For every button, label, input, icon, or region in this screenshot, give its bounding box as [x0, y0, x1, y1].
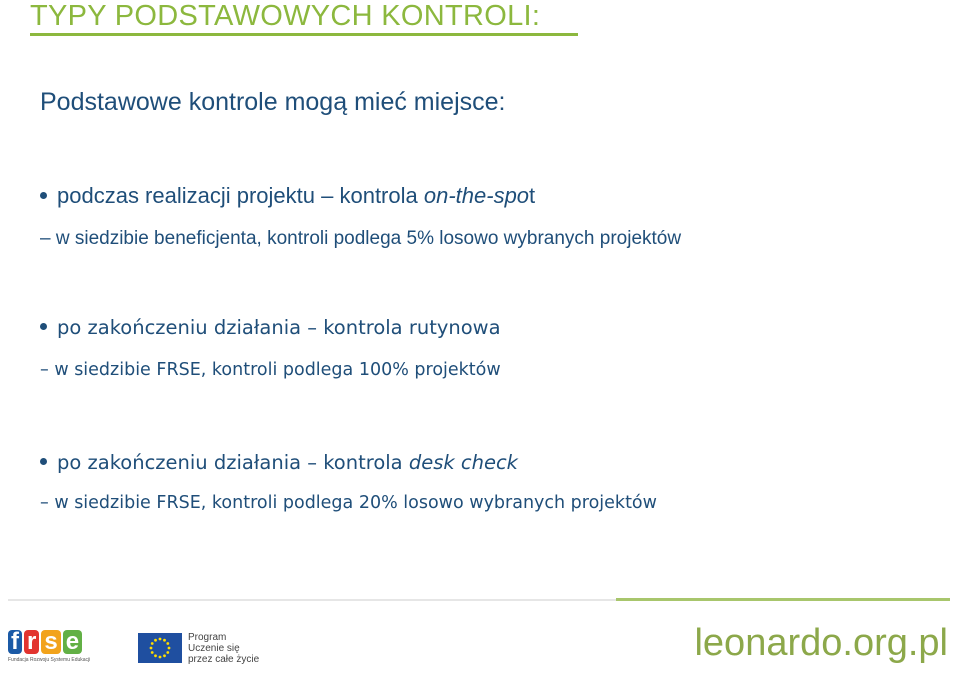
- eu-flag-icon: [138, 633, 182, 663]
- frse-letter-s: s: [41, 630, 60, 654]
- bullet-detail-2: – w siedzibie FRSE, kontroli podlega 100% projektów: [40, 360, 501, 380]
- bullet-item-2: [40, 316, 501, 339]
- bullet-emphasis: on-the-spo: [423, 183, 530, 208]
- title-underline: [30, 33, 578, 36]
- bullet-lead: po zakończeniu działania – kontrola: [57, 451, 409, 474]
- footer-rule-grey: [8, 599, 616, 601]
- eu-program-logo: [138, 631, 262, 665]
- website-label: leonardo.org.pl: [694, 622, 948, 664]
- eu-program-line-2: Uczenie się: [188, 642, 240, 654]
- bullet-dot: [40, 323, 47, 330]
- eu-program-line-1: Program: [188, 631, 227, 643]
- bullet-lead: po zakończeniu działania – kontrola rutynowa: [57, 316, 501, 339]
- footer-rule-green: [616, 598, 950, 601]
- eu-program-text: [188, 632, 259, 665]
- slide-subtitle: Podstawowe kontrole mogą mieć miejsce:: [40, 88, 506, 116]
- frse-letter-e: e: [63, 630, 82, 654]
- frse-tagline: Fundacja Rozwoju Systemu Edukacji: [8, 657, 91, 663]
- bullet-item-3: [40, 451, 518, 474]
- slide-title: TYPY PODSTAWOWYCH KONTROLI:: [30, 0, 541, 32]
- bullet-detail-1: – w siedzibie beneficjenta, kontroli podlega 5% losowo wybranych projektów: [40, 228, 682, 249]
- frse-letter-r: r: [24, 630, 39, 654]
- frse-logo: [8, 630, 100, 664]
- frse-letter-f: f: [8, 630, 22, 654]
- bullet-tail: t: [529, 183, 536, 208]
- bullet-emphasis: desk check: [408, 451, 518, 474]
- bullet-lead: podczas realizacji projektu – kontrola: [57, 183, 424, 208]
- bullet-item-1: [40, 183, 535, 209]
- eu-program-line-3: przez całe życie: [188, 653, 260, 665]
- bullet-detail-3: – w siedzibie FRSE, kontroli podlega 20% losowo wybranych projektów: [40, 493, 657, 513]
- frse-mark: [8, 630, 100, 654]
- bullet-dot: [40, 192, 47, 199]
- bullet-dot: [40, 458, 47, 465]
